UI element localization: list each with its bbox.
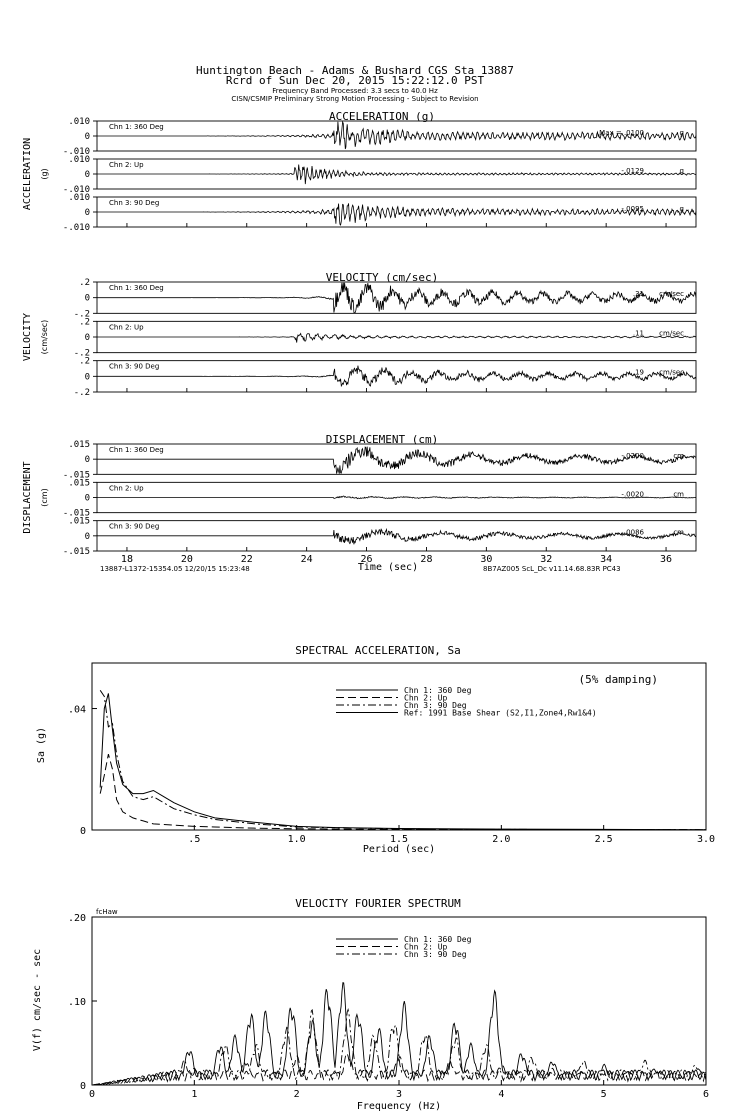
channel-unit: cm/sec: [659, 329, 684, 338]
channel-name: Chn 1: 360 Deg: [109, 284, 164, 292]
x-tick-label: 2.0: [492, 834, 511, 845]
y-tick-label: .2: [79, 278, 90, 288]
y-tick-label: .20: [67, 913, 86, 924]
velocity-panel: [22, 271, 696, 398]
x-tick-label: 1: [191, 1089, 198, 1100]
axis-unit-y: (cm/sec): [40, 319, 49, 355]
y-tick-label: .015: [68, 440, 90, 450]
displacement-panel: [22, 433, 696, 573]
x-tick-label: 3.0: [696, 834, 716, 845]
x-tick-label: 6: [702, 1089, 710, 1100]
y-tick-label: -.010: [62, 223, 90, 233]
y-tick-label: 0: [79, 826, 86, 837]
channel-unit: g: [679, 167, 684, 175]
y-tick-label: .2: [79, 317, 90, 328]
channel-peak: -.0129: [621, 167, 644, 175]
y-tick-label: 0: [84, 132, 90, 142]
channel-unit: g: [679, 129, 684, 137]
y-tick-label: 0: [84, 333, 90, 343]
channel-peak: .31: [632, 290, 644, 298]
x-tick-label: 22: [240, 554, 253, 565]
legend-label: Chn 3: 90 Deg: [404, 950, 467, 959]
footer-right: 8B7AZ005 ScL_Dc v11.14.68.83R PC43: [483, 565, 621, 573]
fourier-spectrum-panel: [32, 897, 709, 1112]
y-tick-label: 0: [84, 372, 90, 383]
y-tick-label: -.010: [62, 185, 90, 195]
y-tick-label: -.010: [62, 147, 90, 157]
channel-peak: -.0200: [621, 452, 644, 460]
panel-title: VELOCITY (cm/sec): [325, 271, 439, 284]
x-tick-label: 24: [300, 554, 313, 565]
x-tick-label: 2: [293, 1089, 300, 1100]
channel-peak: .0086: [623, 528, 644, 537]
y-tick-label: 0: [84, 493, 90, 504]
y-tick-label: -.015: [62, 547, 90, 557]
footer-left: 13887-L1372-15354.05 12/20/15 15:23:48: [100, 565, 250, 573]
legend-label: Ref: 1991 Base Shear (S2,I1,Zone4,Rw1&4): [404, 708, 597, 718]
channel-name: Chn 3: 90 Deg: [109, 362, 160, 371]
channel-unit: cm: [673, 528, 684, 537]
x-tick-label: 30: [480, 554, 493, 565]
channel-peak: .19: [632, 368, 644, 377]
waveform-line: [97, 334, 696, 343]
corner-label: fcHaw: [96, 908, 118, 916]
legend-label: Chn 1: 360 Deg: [404, 935, 472, 944]
x-tick-label: 5: [600, 1089, 607, 1100]
y-tick-label: -.2: [73, 388, 90, 398]
series-line: [92, 983, 706, 1085]
channel-peak: -.0095: [621, 205, 644, 213]
panel-title: ACCELERATION (g): [329, 110, 435, 123]
x-tick-label: 1.5: [389, 834, 409, 845]
legend-label: Chn 2: Up: [404, 942, 448, 952]
y-tick-label: 0: [84, 455, 90, 466]
axis-label-y: DISPLACEMENT: [22, 461, 33, 534]
header-station: Huntington Beach - Adams & Bushard CGS Sta 13887: [196, 64, 514, 77]
channel-peak: .11: [632, 329, 644, 338]
chart-title: SPECTRAL ACCELERATION, Sa: [295, 644, 461, 657]
y-tick-label: .04: [67, 704, 86, 716]
axis-label-y: ACCELERATION: [22, 137, 33, 211]
x-tick-label: 2.5: [594, 834, 613, 845]
y-tick-label: 0: [84, 293, 90, 304]
channel-unit: cm/sec: [659, 290, 684, 298]
chart-title: VELOCITY FOURIER SPECTRUM: [295, 897, 461, 910]
y-tick-label: .015: [68, 478, 90, 489]
x-tick-label: 28: [420, 554, 433, 565]
x-tick-label: 1.0: [287, 834, 306, 845]
axis-label-x: Period (sec): [362, 844, 436, 855]
x-tick-label: 3: [395, 1089, 403, 1100]
y-tick-label: .015: [68, 516, 90, 527]
x-tick-label: .5: [188, 834, 201, 845]
channel-unit: cm: [673, 490, 684, 499]
x-tick-label: 0: [88, 1089, 96, 1100]
axis-label-y: Sa (g): [36, 726, 47, 764]
y-tick-label: .010: [68, 117, 90, 127]
axis-unit-y: (cm): [40, 488, 49, 507]
y-tick-label: .010: [68, 155, 90, 165]
y-tick-label: 0: [84, 170, 90, 180]
x-tick-label: 36: [660, 554, 673, 565]
y-tick-label: .010: [68, 193, 90, 203]
waveform-line: [97, 283, 696, 313]
y-tick-label: .10: [67, 997, 86, 1008]
axis-label-x: Time (sec): [357, 562, 419, 573]
axis-label-y: V(f) cm/sec - sec: [32, 948, 43, 1052]
channel-name: Chn 3: 90 Deg: [109, 199, 160, 207]
channel-name: Chn 2: Up: [109, 161, 144, 169]
y-tick-label: .2: [79, 356, 90, 367]
legend-label: Chn 2: Up: [404, 693, 448, 703]
channel-name: Chn 1: 360 Deg: [109, 123, 164, 131]
channel-name: Chn 2: Up: [109, 323, 144, 332]
y-tick-label: 0: [84, 531, 90, 542]
spectral-acceleration-panel: [36, 644, 715, 855]
waveform-line: [97, 447, 696, 474]
y-tick-label: -.2: [73, 348, 90, 359]
plot-frame: [92, 663, 706, 830]
legend-label: Chn 3: 90 Deg: [404, 701, 467, 710]
x-tick-label: 26: [360, 554, 373, 565]
channel-peak: -.0020: [621, 490, 644, 499]
y-tick-label: -.015: [62, 508, 90, 519]
header-disclaimer: CISN/CSMIP Preliminary Strong Motion Processing - Subject to Revision: [231, 95, 479, 103]
waveform-line: [97, 165, 696, 185]
waveform-line: [97, 496, 696, 499]
series-line: [100, 754, 706, 830]
waveform-line: [97, 366, 696, 386]
channel-name: Chn 3: 90 Deg: [109, 522, 160, 531]
x-tick-label: 4: [498, 1089, 505, 1100]
x-tick-label: 32: [540, 554, 553, 565]
panel-title: DISPLACEMENT (cm): [325, 433, 439, 446]
y-tick-label: 0: [79, 1081, 86, 1092]
waveform-line: [97, 529, 696, 544]
channel-unit: cm/sec: [659, 368, 684, 377]
x-tick-label: 20: [180, 554, 193, 565]
channel-unit: g: [679, 205, 684, 213]
header-record: Rcrd of Sun Dec 20, 2015 15:22:12.0 PST: [225, 74, 485, 87]
x-tick-label: 34: [600, 554, 613, 565]
acceleration-panel: [22, 110, 696, 233]
legend-label: Chn 1: 360 Deg: [404, 686, 472, 695]
channel-unit: cm: [673, 452, 684, 460]
axis-unit-y: (g): [40, 168, 49, 180]
x-tick-label: 18: [120, 554, 133, 565]
header-band: Frequency Band Processed: 3.3 secs to 40.0 Hz: [272, 87, 438, 95]
waveform-line: [97, 203, 696, 225]
axis-label-y: VELOCITY: [22, 312, 33, 362]
channel-name: Chn 1: 360 Deg: [109, 446, 164, 454]
y-tick-label: 0: [84, 208, 90, 218]
channel-peak: Max = .0100: [599, 129, 644, 137]
y-tick-label: -.015: [62, 470, 90, 481]
y-tick-label: -.2: [73, 309, 90, 320]
damping-note: (5% damping): [578, 673, 658, 686]
channel-name: Chn 2: Up: [109, 484, 144, 493]
axis-label-x: Frequency (Hz): [356, 1101, 442, 1112]
